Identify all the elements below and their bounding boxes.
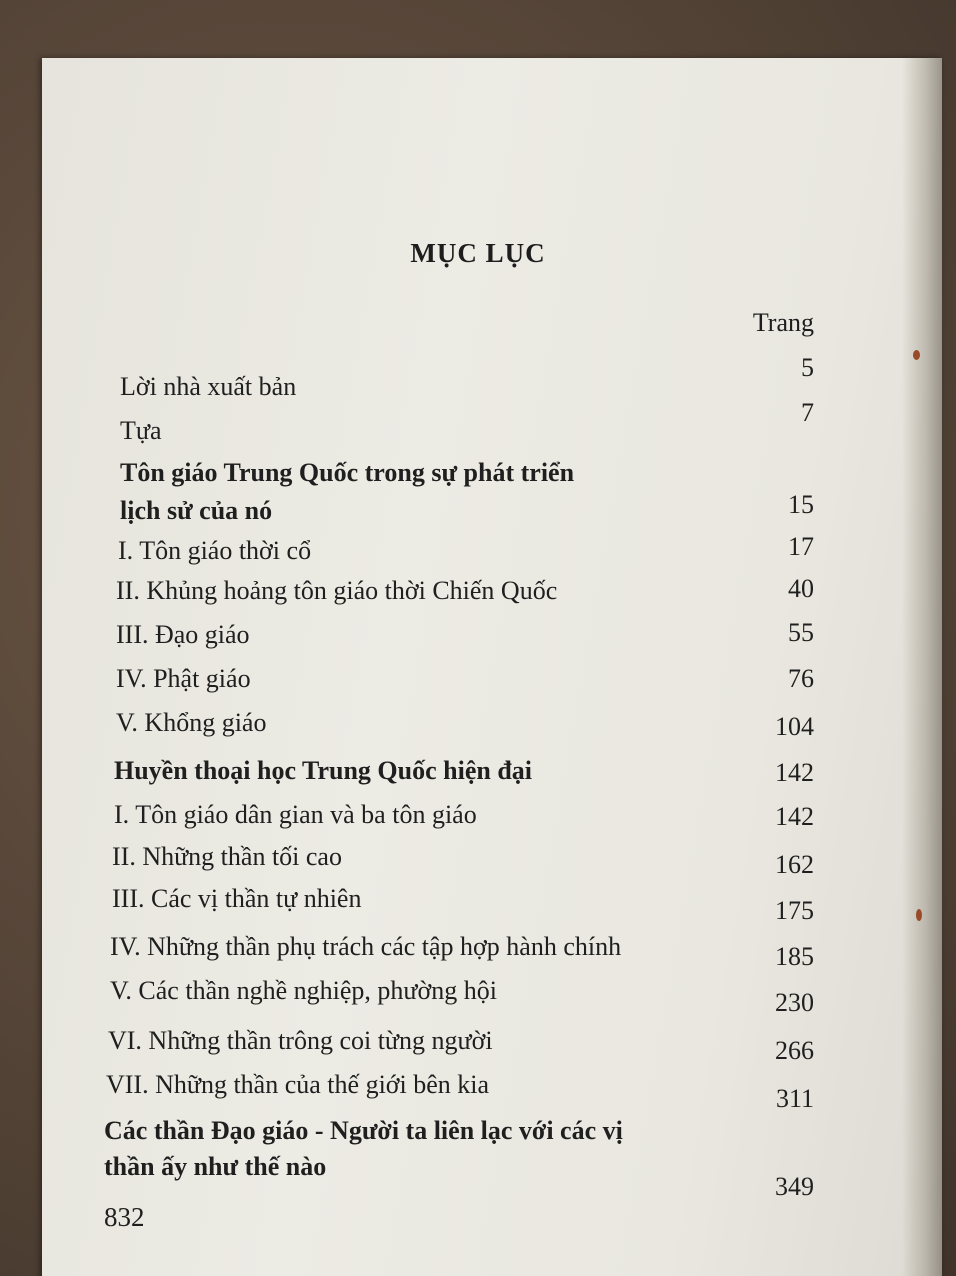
toc-entry-title: III. Các vị thần tự nhiên bbox=[112, 884, 362, 913]
toc-entry-title: II. Những thần tối cao bbox=[112, 842, 342, 871]
toc-entry-page: 311 bbox=[775, 1084, 814, 1113]
toc-entry-title: V. Các thần nghề nghiệp, phường hội bbox=[110, 976, 497, 1005]
toc-entry-page: 104 bbox=[775, 712, 814, 741]
page-column-label: Trang bbox=[752, 308, 814, 337]
page-number: 832 bbox=[104, 1202, 145, 1232]
toc-entry-page: 185 bbox=[775, 942, 814, 971]
toc-entry-page: 7 bbox=[801, 398, 814, 427]
toc-entry-page: 142 bbox=[775, 802, 814, 831]
toc-entry-title: V. Khổng giáo bbox=[116, 708, 267, 737]
toc-entry-title: IV. Những thần phụ trách các tập hợp hành chính bbox=[110, 932, 622, 961]
toc-part-title-continued: thần ấy như thế nào bbox=[104, 1152, 327, 1181]
toc-entry-page: 349 bbox=[775, 1172, 814, 1201]
toc-entry-page: 76 bbox=[788, 664, 814, 693]
toc-part-title: Các thần Đạo giáo - Người ta liên lạc với các vị bbox=[104, 1116, 623, 1145]
toc-entry-page: 230 bbox=[775, 988, 814, 1017]
toc-entry-title: IV. Phật giáo bbox=[116, 664, 251, 693]
toc-entry-title: VI. Những thần trông coi từng người bbox=[108, 1026, 493, 1055]
toc-part-title: Tôn giáo Trung Quốc trong sự phát triển bbox=[120, 458, 575, 487]
toc-entry-page: 142 bbox=[775, 758, 814, 787]
toc-entry-page: 162 bbox=[775, 850, 814, 879]
toc-entry-title: II. Khủng hoảng tôn giáo thời Chiến Quốc bbox=[116, 576, 558, 605]
toc-entry-title: VII. Những thần của thế giới bên kia bbox=[106, 1070, 490, 1099]
toc-entry-title: Lời nhà xuất bản bbox=[120, 372, 297, 401]
toc-entry-page: 15 bbox=[788, 490, 814, 519]
toc-entry-page: 5 bbox=[801, 353, 814, 382]
toc-entry-page: 55 bbox=[788, 618, 814, 647]
toc-entry-title: I. Tôn giáo dân gian và ba tôn giáo bbox=[114, 800, 477, 829]
toc-entry-page: 266 bbox=[775, 1036, 814, 1065]
toc-heading: MỤC LỤC bbox=[410, 238, 546, 268]
toc-entry-page: 40 bbox=[788, 574, 814, 603]
toc-entry-page: 175 bbox=[775, 896, 814, 925]
toc-entry-page: 17 bbox=[788, 532, 814, 561]
toc-entry-title: Tựa bbox=[120, 416, 162, 445]
toc-entry-title: I. Tôn giáo thời cổ bbox=[118, 536, 312, 565]
toc-part-title-continued: lịch sử của nó bbox=[120, 496, 273, 525]
toc-part-title: Huyền thoại học Trung Quốc hiện đại bbox=[114, 756, 533, 785]
toc-entry-title: III. Đạo giáo bbox=[116, 620, 250, 649]
